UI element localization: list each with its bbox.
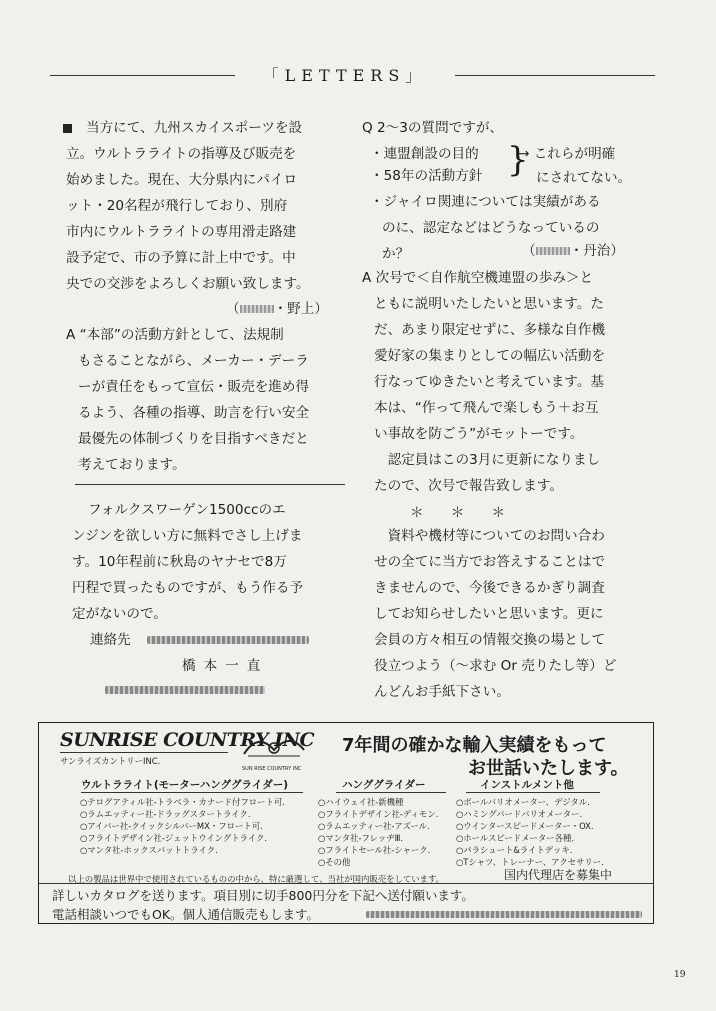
instrument-heading: インストルメント他: [480, 779, 574, 791]
brace-note: → これらが明確: [518, 146, 616, 162]
answer-line: い事故を防ごう”がモットーです。: [374, 426, 584, 442]
ad-tagline: お世話いたします。: [468, 758, 629, 779]
letter1-line: 始めました。現在、大分県内にパイロ: [66, 172, 298, 188]
sun-emblem-icon: [238, 730, 310, 764]
letter2-line: ンジンを欲しい方に無料でさし上げま: [72, 528, 303, 544]
ad-list-item: ○ラムエッティー社-アズール.: [318, 821, 430, 831]
redacted-phone: [105, 686, 265, 694]
answer-line: ともに説明いたしたいと思います。た: [374, 296, 605, 312]
letter2-line: 定がないので。: [72, 606, 167, 622]
ad-list-item: ○ホールスピードメーター各種.: [456, 833, 575, 843]
ad-list-item: ○パラシュート&ライトデッキ.: [456, 845, 573, 855]
page-title: 「LETTERS」: [262, 66, 428, 85]
phone-consult: 電話相談いつでもOK。個人通信販売もします。: [52, 907, 320, 922]
company-name-kana: サンライズカントリーINC.: [60, 756, 161, 766]
bullet-square-icon: [63, 124, 72, 133]
answer1-line: るよう、各種の指導、助言を行い安全: [78, 405, 310, 421]
ad-list-item: ○ウインタースピードメーター・OX.: [456, 821, 594, 831]
agent-recruit: 国内代理店を募集中: [504, 868, 613, 882]
contact-name: 橋本一直: [182, 658, 269, 674]
letter1-line: 市内にウルトラライトの専用滑走路建: [66, 224, 297, 240]
note-line: せの全てに当方でお答えすることはで: [374, 554, 606, 570]
company-logo: SUNRISE COUNTRY INC: [60, 729, 315, 751]
answer-line: A 次号で＜自作航空機連盟の歩み＞と: [362, 270, 594, 286]
answer-line: 行なってゆきたいと考えています。基: [374, 374, 605, 390]
redacted-name: [536, 247, 570, 255]
question-item: ・連盟創設の目的: [370, 146, 479, 162]
redacted-address: [366, 911, 642, 918]
answer-line: 本は、“作って飛んで楽しもう＋お互: [374, 400, 599, 416]
ultralight-heading: ウルトラライト(モーターハンググライダー): [81, 779, 288, 791]
note-line: してお知らせしたいと思います。更に: [374, 606, 604, 622]
ad-list-item: ○テログアティル社-トラベラ・カナード付フロート可.: [80, 797, 285, 807]
question-signature: （ ・丹治）: [522, 243, 624, 259]
redacted-name: [240, 305, 274, 313]
answer-line: だ、あまり限定せずに、多様な自作機: [374, 322, 606, 338]
question-item: か？: [382, 246, 410, 262]
note-line: 役立つよう（～求む Or 売りたし等）ど: [374, 658, 617, 674]
contact-label: 連絡先: [90, 632, 131, 648]
letter1-line: 央での交渉をよろしくお願い致します。: [66, 276, 310, 292]
ad-list-item: ○その他: [318, 857, 351, 867]
note-line: んどんお手紙下さい。: [374, 684, 510, 700]
page-number: 19: [674, 970, 686, 980]
letter2-line: フォルクスワーゲン1500ccのエ: [88, 502, 286, 518]
letter1-line: 設予定で、市の予算に計上中です。中: [66, 250, 296, 266]
brace-note: にされてない。: [536, 170, 632, 186]
ad-list-item: ○Tシャツ、トレーナー、アクセサリー.: [456, 857, 604, 867]
section-stars: ＊ ＊ ＊: [410, 505, 506, 521]
answer-line: 愛好家の集まりとしての幅広い活動を: [374, 348, 606, 364]
question-item: のに、認定などはどうなっているの: [382, 220, 600, 236]
ad-list-item: ○ラムエッティー社-ドラッグスタートライク.: [80, 809, 251, 819]
question-item: ・ジャイロ関連については実績がある: [370, 194, 601, 210]
heading-underline: [466, 792, 600, 793]
letter1-signature: （ ・野上）: [226, 301, 328, 317]
redacted-address: [147, 636, 309, 644]
ad-divider: [38, 883, 654, 884]
letter2-line: 円程で買ったものですが、もう作る予: [72, 580, 304, 596]
answer1-line: 最優先の体制づくりを目指すべきだと: [78, 431, 309, 447]
question-head: Q 2～3の質問ですが、: [362, 120, 504, 136]
letter1-line: ット・20名程が飛行しており、別府: [66, 198, 288, 214]
answer-line: 認定員はこの3月に更新になりまし: [374, 452, 601, 468]
brace-icon: }: [507, 140, 529, 180]
letter1-line: 当方にて、九州スカイスポーツを設: [86, 120, 303, 136]
header-rule-right: [455, 75, 655, 76]
answer1-line: A “本部”の活動方針として、法規制: [66, 327, 284, 343]
note-line: きませんので、今後できるかぎり調査: [374, 580, 605, 596]
header-rule-left: [50, 75, 235, 76]
section-divider: [75, 484, 345, 485]
ad-list-item: ○フライトセール社-シャーク.: [318, 845, 431, 855]
catalog-offer: 詳しいカタログを送ります。項目別に切手800円分を下記へ送付願います。: [52, 888, 474, 903]
ad-list-item: ○フライトデザイン社-ディモン.: [318, 809, 439, 819]
note-line: 資料や機材等についてのお問い合わ: [374, 528, 605, 544]
note-line: 会員の方々相互の情報交換の場として: [374, 632, 606, 648]
ad-list-item: ○ボールバリオメーター、デジタル.: [456, 797, 590, 807]
emblem-caption: SUN RISE COUNTRY INC: [242, 766, 302, 772]
answer1-line: もさることながら、メーカー・デーラ: [78, 353, 309, 369]
ad-list-item: ○マンタ社-フレッヂⅢ.: [318, 833, 404, 843]
ad-footnote: 以上の製品は世界中で使用されているものの中から、特に厳選して、当社が国内販売をしています。: [68, 874, 445, 884]
heading-underline: [81, 792, 303, 793]
hangglider-heading: ハンググライダー: [342, 779, 426, 791]
heading-underline: [336, 792, 446, 793]
answer-line: たので、次号で報告致します。: [374, 478, 563, 494]
ad-list-item: ○ハミングバードバリオメーター.: [456, 809, 583, 819]
answer1-line: ーが責任をもって宣伝・販売を進め得: [78, 379, 310, 395]
ad-tagline: 7年間の確かな輸入実績をもって: [342, 735, 607, 756]
ad-list-item: ○アイバー社-クイックシルバーMX・フロート可.: [80, 821, 263, 831]
ad-list-item: ○ハイウェイ社-新機種: [318, 797, 404, 807]
letter2-line: す。10年程前に秋島のヤナセで8万: [72, 554, 287, 570]
ad-list-item: ○マンタ社-ホックスバットトライク.: [80, 845, 218, 855]
ad-list-item: ○フライトデザイン社-ジェットウイングトライク.: [80, 833, 268, 843]
question-item: ・58年の活動方針: [370, 168, 483, 184]
answer1-line: 考えております。: [78, 457, 186, 473]
letter1-line: 立。ウルトラライトの指導及び販売を: [66, 146, 297, 162]
logo-underline: [60, 752, 228, 753]
